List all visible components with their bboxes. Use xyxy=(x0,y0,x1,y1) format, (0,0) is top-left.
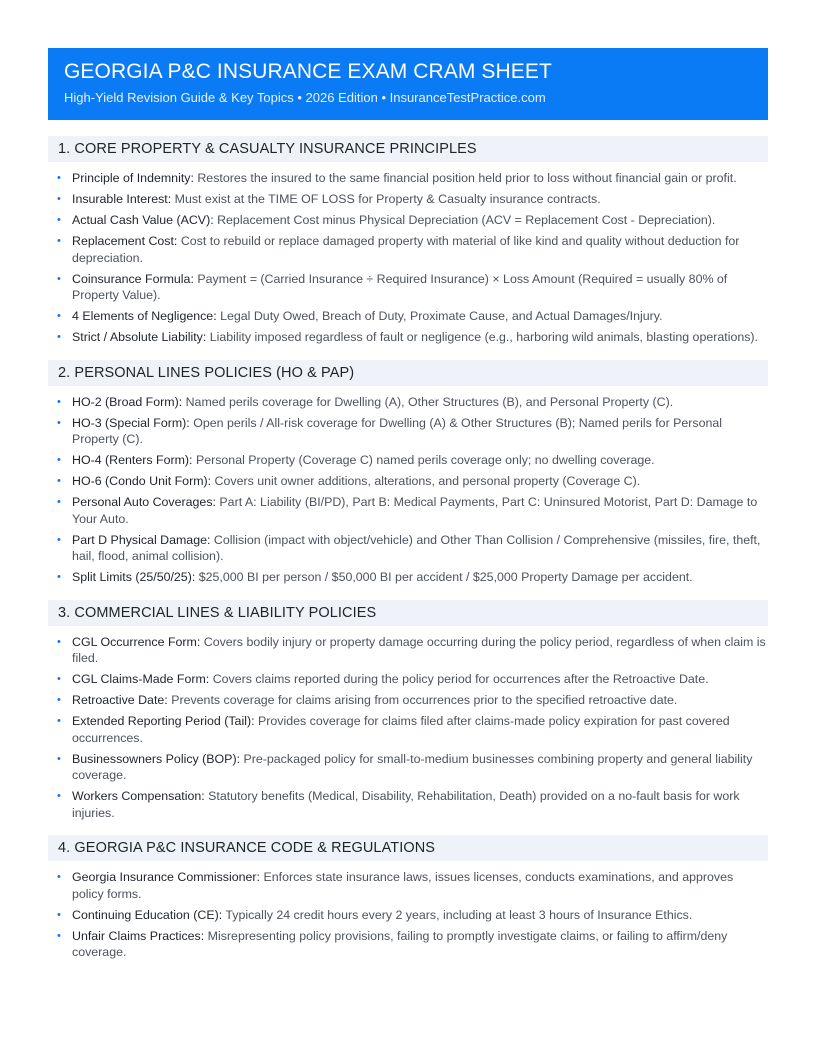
list-item xyxy=(48,473,768,490)
bullet-dot-icon: • xyxy=(57,272,61,285)
item-description: Prevents coverage for claims arising from occurrences prior to the specified retroactive date. xyxy=(171,693,678,707)
bullet-dot-icon: • xyxy=(57,475,61,487)
list-item xyxy=(48,634,768,667)
section-2 xyxy=(48,360,768,586)
bullet-dot-icon: • xyxy=(57,454,61,466)
section-1 xyxy=(48,136,768,346)
section-item-list xyxy=(48,634,768,822)
item-term: Split Limits (25/50/25): xyxy=(72,570,196,584)
item-description: Covers claims reported during the policy period for occurrences after the Retroactive Date. xyxy=(212,672,709,686)
list-item xyxy=(48,494,768,527)
item-term: HO-2 (Broad Form): xyxy=(72,394,183,409)
list-item xyxy=(48,788,768,821)
list-item xyxy=(48,692,768,709)
list-item xyxy=(48,532,768,565)
item-term: Workers Compensation: xyxy=(72,789,205,803)
item-description: Covers bodily injury or property damage occurring during the policy period, regardless of when claim is filed. xyxy=(72,634,766,665)
list-item xyxy=(48,308,768,325)
item-description: Named perils coverage for Dwelling (A), Other Structures (B), and Personal Property (C). xyxy=(185,394,674,409)
bullet-dot-icon: • xyxy=(57,908,61,921)
list-item xyxy=(48,170,768,187)
list-item xyxy=(48,329,768,346)
page-subtitle: High-Yield Revision Guide & Key Topics • 2026 Edition • InsuranceTestPractice.com xyxy=(64,90,546,105)
item-description: Typically 24 credit hours every 2 years, including at least 3 hours of Insurance Ethics. xyxy=(225,907,693,922)
section-heading: 4. GEORGIA P&C INSURANCE CODE & REGULATIONS xyxy=(48,835,768,861)
section-3 xyxy=(48,600,768,822)
list-item xyxy=(48,452,768,469)
item-term: CGL Occurrence Form: xyxy=(72,634,201,649)
list-item xyxy=(48,569,768,586)
item-description: Payment = (Carried Insurance ÷ Required Insurance) × Loss Amount (Required = usually 80% of Property Value). xyxy=(72,271,728,302)
item-term: Actual Cash Value (ACV): xyxy=(72,213,214,227)
bullet-dot-icon: • xyxy=(57,395,61,408)
list-item xyxy=(48,415,768,448)
list-item xyxy=(48,907,768,924)
item-term: Insurable Interest: xyxy=(72,192,172,206)
list-item xyxy=(48,713,768,746)
item-description: Replacement Cost minus Physical Depreciation (ACV = Replacement Cost - Depreciation). xyxy=(217,213,716,227)
list-item xyxy=(48,751,768,784)
item-term: Retroactive Date: xyxy=(72,693,168,707)
item-term: Personal Auto Coverages: xyxy=(72,495,216,509)
item-term: 4 Elements of Negligence: xyxy=(72,309,217,323)
item-description: Covers unit owner additions, alterations, and personal property (Coverage C). xyxy=(214,474,641,488)
item-description: Restores the insured to the same financial position held prior to loss without financial gain or profit. xyxy=(197,171,737,185)
item-description: Enforces state insurance laws, issues licenses, conducts examinations, and approves policy forms. xyxy=(72,870,734,901)
item-term: HO-6 (Condo Unit Form): xyxy=(72,474,212,488)
list-item xyxy=(48,869,768,902)
header-banner xyxy=(48,48,768,120)
bullet-dot-icon: • xyxy=(57,533,61,546)
section-heading: 3. COMMERCIAL LINES & LIABILITY POLICIES xyxy=(48,600,768,626)
item-term: Businessowners Policy (BOP): xyxy=(72,751,241,766)
list-item xyxy=(48,191,768,208)
bullet-dot-icon: • xyxy=(57,496,61,508)
item-description: Open perils / All-risk coverage for Dwelling (A) & Other Structures (B); Named perils for Personal Property (C). xyxy=(72,415,723,446)
item-description: Liability imposed regardless of fault or negligence (e.g., harboring wild animals, blasting operations). xyxy=(209,330,758,344)
item-term: HO-3 (Special Form): xyxy=(72,415,190,430)
item-description: Cost to rebuild or replace damaged property with material of like kind and quality without deduction for depreciation. xyxy=(72,234,740,265)
item-term: HO-4 (Renters Form): xyxy=(72,453,193,467)
list-item xyxy=(48,394,768,411)
bullet-dot-icon: • xyxy=(57,416,61,429)
bullet-dot-icon: • xyxy=(57,172,61,184)
list-item xyxy=(48,271,768,304)
bullet-dot-icon: • xyxy=(57,635,61,648)
bullet-dot-icon: • xyxy=(57,571,61,583)
item-term: Coinsurance Formula: xyxy=(72,271,194,286)
item-description: Part A: Liability (BI/PD), Part B: Medical Payments, Part C: Uninsured Motorist, Part D: Damage to Your Auto. xyxy=(72,495,758,526)
item-term: CGL Claims-Made Form: xyxy=(72,672,210,686)
sections-container xyxy=(48,136,768,975)
bullet-dot-icon: • xyxy=(57,310,61,322)
bullet-dot-icon: • xyxy=(57,752,61,765)
bullet-dot-icon: • xyxy=(57,235,61,247)
item-term: Unfair Claims Practices: xyxy=(72,928,205,943)
section-item-list xyxy=(48,394,768,586)
bullet-dot-icon: • xyxy=(57,214,61,226)
item-term: Strict / Absolute Liability: xyxy=(72,330,207,344)
bullet-dot-icon: • xyxy=(57,871,61,883)
item-description: Provides coverage for claims filed after claims-made policy expiration for past covered occurrences. xyxy=(72,714,730,745)
bullet-dot-icon: • xyxy=(57,331,61,343)
section-heading: 2. PERSONAL LINES POLICIES (HO & PAP) xyxy=(48,360,768,386)
item-description: Statutory benefits (Medical, Disability, Rehabilitation, Death) provided on a no-fault basis for work injuries. xyxy=(72,789,740,820)
section-item-list xyxy=(48,869,768,961)
item-description: Pre-packaged policy for small-to-medium businesses combining property and general liability coverage. xyxy=(72,751,753,782)
item-term: Replacement Cost: xyxy=(72,234,178,248)
item-description: Collision (impact with object/vehicle) and Other Than Collision / Comprehensive (missiles, fire, theft, hail, flood, animal collision). xyxy=(72,532,761,563)
list-item xyxy=(48,233,768,266)
page-title: GEORGIA P&C INSURANCE EXAM CRAM SHEET xyxy=(64,60,552,83)
list-item xyxy=(48,928,768,961)
section-item-list xyxy=(48,170,768,346)
item-term: Principle of Indemnity: xyxy=(72,171,194,185)
list-item xyxy=(48,671,768,688)
item-description: Legal Duty Owed, Breach of Duty, Proximate Cause, and Actual Damages/Injury. xyxy=(220,309,663,323)
item-term: Georgia Insurance Commissioner: xyxy=(72,870,261,884)
bullet-dot-icon: • xyxy=(57,673,61,685)
bullet-dot-icon: • xyxy=(57,790,61,802)
item-term: Extended Reporting Period (Tail): xyxy=(72,714,255,728)
item-description: Personal Property (Coverage C) named perils coverage only; no dwelling coverage. xyxy=(195,453,655,467)
section-4 xyxy=(48,835,768,961)
item-term: Part D Physical Damage: xyxy=(72,532,211,547)
bullet-dot-icon: • xyxy=(57,193,61,205)
item-term: Continuing Education (CE): xyxy=(72,907,223,922)
bullet-dot-icon: • xyxy=(57,929,61,942)
bullet-dot-icon: • xyxy=(57,715,61,727)
item-description: Must exist at the TIME OF LOSS for Property & Casualty insurance contracts. xyxy=(174,192,601,206)
list-item xyxy=(48,212,768,229)
section-heading: 1. CORE PROPERTY & CASUALTY INSURANCE PRINCIPLES xyxy=(48,136,768,162)
item-description: $25,000 BI per person / $50,000 BI per accident / $25,000 Property Damage per accident. xyxy=(198,570,693,584)
item-description: Misrepresenting policy provisions, failing to promptly investigate claims, or failing to affirm/deny coverage. xyxy=(72,928,728,959)
bullet-dot-icon: • xyxy=(57,694,61,706)
